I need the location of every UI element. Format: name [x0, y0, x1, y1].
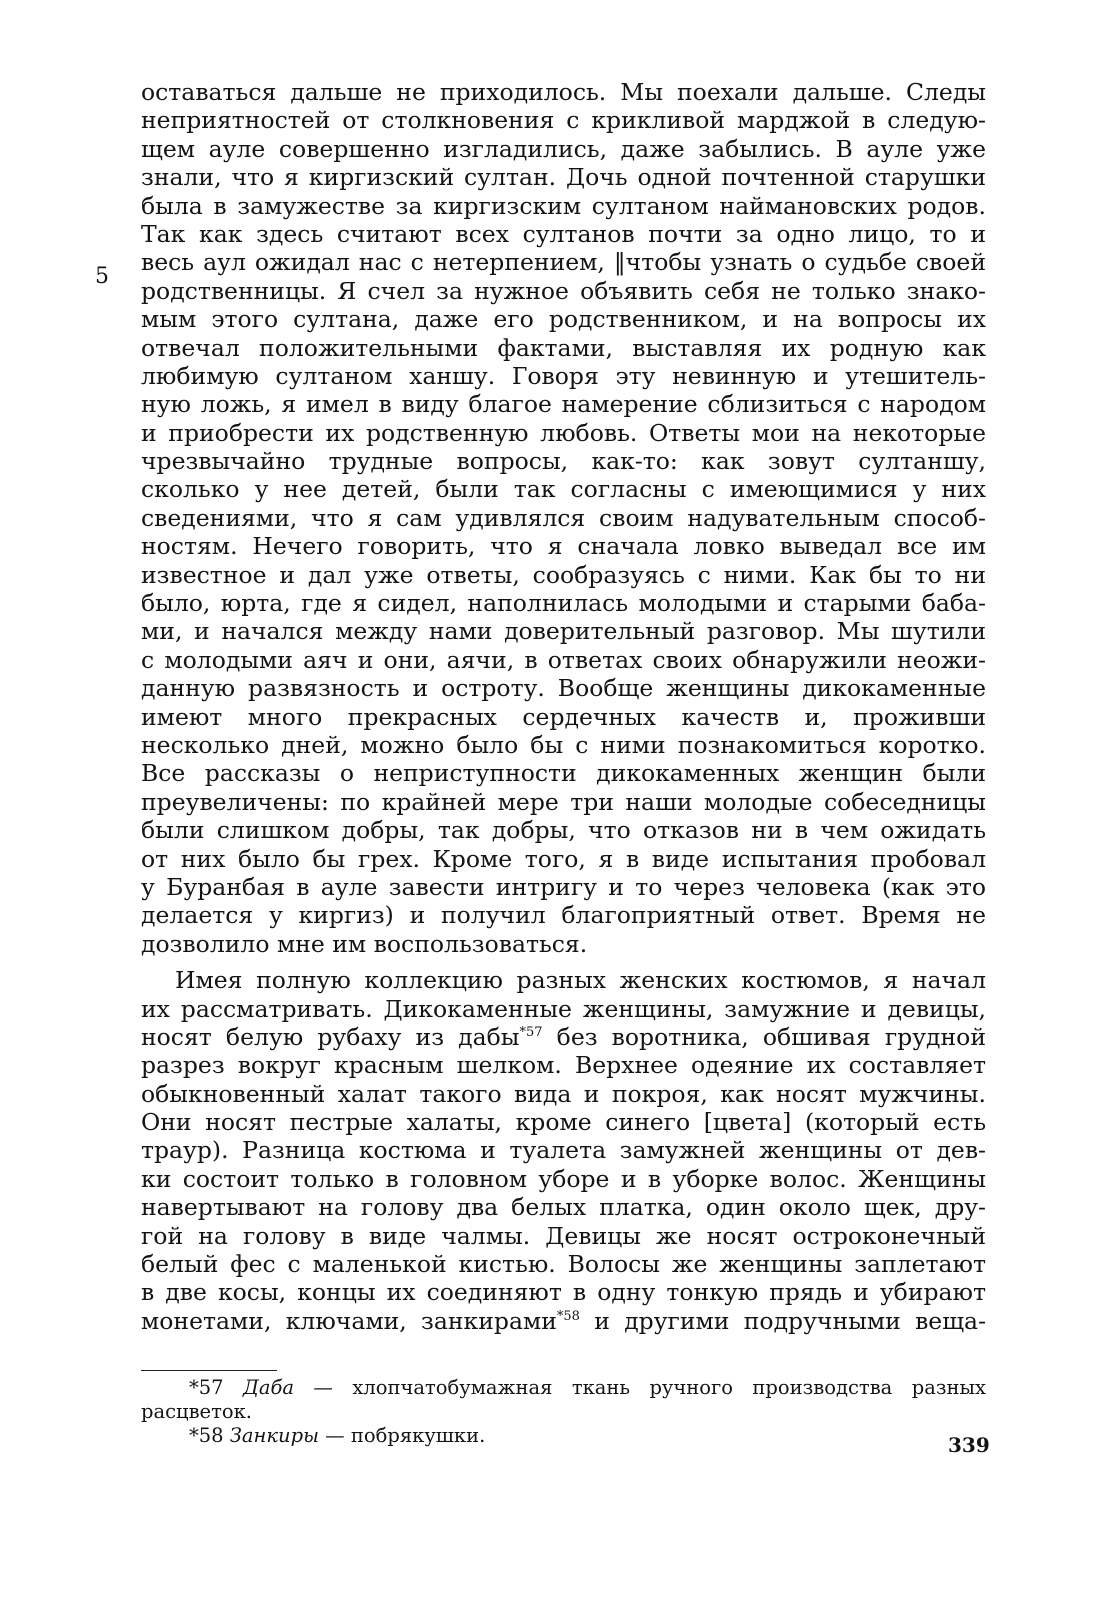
- text-line: имеют много прекрасных сердечных качеств и, проживши: [141, 702, 986, 731]
- text-line: навертывают на голову два белых платка, один около щек, дру-: [141, 1193, 986, 1222]
- text-line: Так как здесь считают всех султанов почти за одно лицо, то и: [141, 219, 986, 248]
- text-line: Имея полную коллекцию разных женских костюмов, я начал: [175, 966, 986, 995]
- footnote-57: [141, 1376, 986, 1400]
- footnote-mark: *57: [189, 1376, 224, 1399]
- text-line: данную развязность и остроту. Вообще женщины дикокаменные: [141, 674, 986, 703]
- text-fragment: монетами, ключами, занкирами: [141, 1306, 557, 1335]
- text-line: знали, что я киргизский султан. Дочь одной почтенной старушки: [141, 163, 986, 192]
- text-line: чрезвычайно трудные вопросы, как-то: как зовут султаншу,: [141, 447, 986, 476]
- text-line: весь аул ожидал нас с нетерпением, ‖чтобы узнать о судьбе своей: [141, 248, 986, 277]
- text-line: была в замужестве за киргизским султаном наймановских родов.: [141, 191, 986, 220]
- text-line: были слишком добры, так добры, что отказов ни в чем ожидать: [141, 816, 986, 845]
- text-line: от них было бы грех. Кроме того, я в виде испытания пробовал: [141, 844, 986, 873]
- footnote-ref-58: *58: [556, 1308, 580, 1324]
- paragraph-gap: [141, 958, 986, 966]
- text-line: с молодыми аяч и они, аячи, в ответах своих обнаружили неожи-: [141, 645, 986, 674]
- text-line: мым этого султана, даже его родственником, и на вопросы их: [141, 305, 986, 334]
- text-line: щем ауле совершенно изгладились, даже забылись. В ауле уже: [141, 134, 986, 163]
- text-line: Они носят пестрые халаты, кроме синего [цвета] (который есть: [141, 1108, 986, 1137]
- text-fragment: и другими подручными веща-: [579, 1306, 987, 1335]
- text-line: было, юрта, где я сидел, наполнилась молодыми и старыми баба-: [141, 589, 986, 618]
- footnote-mark: *58: [189, 1424, 224, 1447]
- paragraph-2: [141, 966, 986, 1335]
- text-line: гой на голову в виде чалмы. Девицы же носят остроконечный: [141, 1221, 986, 1250]
- page-number: 339: [948, 1433, 990, 1457]
- text-line: ную ложь, я имел в виду благое намерение сблизиться с народом: [141, 390, 986, 419]
- text-line: сведениями, что я сам удивлялся своим надувательным способ-: [141, 503, 986, 532]
- footnote-text: — побрякушки.: [318, 1424, 486, 1447]
- paragraph-1: [141, 78, 986, 958]
- footnote-58: [141, 1424, 986, 1448]
- text-line: [141, 1023, 986, 1051]
- main-text: [141, 78, 986, 1335]
- text-line: разрез вокруг красным шелком. Верхнее одеяние их составляет: [141, 1051, 986, 1080]
- footnote-term: Даба: [243, 1376, 295, 1399]
- text-fragment: носят белую рубаху из дабы: [141, 1022, 520, 1051]
- text-line: обыкновенный халат такого вида и покроя, как носят мужчины.: [141, 1079, 986, 1108]
- text-line: сколько у нее детей, были так согласны с имеющимися у них: [141, 475, 986, 504]
- text-line: отвечал положительными фактами, выставляя их родную как: [141, 333, 986, 362]
- text-line: преувеличены: по крайней мере три наши молодые собеседницы: [141, 787, 986, 816]
- text-line: несколько дней, можно было бы с ними познакомиться коротко.: [141, 730, 986, 759]
- footnote-divider: [141, 1370, 277, 1371]
- text-line: их рассматривать. Дикокаменные женщины, замужние и девицы,: [141, 994, 986, 1023]
- text-line: и приобрести их родственную любовь. Ответы мои на некоторые: [141, 418, 986, 447]
- text-line: у Буранбая в ауле завести интригу и то через человека (как это: [141, 872, 986, 901]
- text-line: [141, 1307, 986, 1335]
- text-line: белый фес с маленькой кистью. Волосы же женщины заплетают: [141, 1250, 986, 1279]
- footnote-term: Занкиры: [229, 1424, 319, 1447]
- text-fragment: без воротника, обшивая грудной: [542, 1022, 986, 1051]
- text-line: в две косы, концы их соединяют в одну тонкую прядь и убирают: [141, 1278, 986, 1307]
- footnote-text: — хлопчатобумажная ткань ручного производства разных: [294, 1376, 986, 1399]
- footnote-ref-57: *57: [519, 1025, 543, 1041]
- text-line: известное и дал уже ответы, сообразуясь с ними. Как бы то ни: [141, 560, 986, 589]
- margin-line-number: 5: [95, 264, 109, 289]
- footnotes: [141, 1376, 986, 1448]
- text-line: ностям. Нечего говорить, что я сначала ловко выведал все им: [141, 532, 986, 561]
- text-line: родственницы. Я счел за нужное объявить себя не только знако-: [141, 276, 986, 305]
- footnote-57-continuation: расцветок.: [141, 1400, 253, 1423]
- text-line: дозволило мне им воспользоваться.: [141, 929, 588, 958]
- text-line: оставаться дальше не приходилось. Мы поехали дальше. Следы: [141, 78, 986, 106]
- text-line: любимую султаном ханшу. Говоря эту невинную и утешитель-: [141, 361, 986, 390]
- text-line: траур). Разница костюма и туалета замужней женщины от дев-: [141, 1136, 986, 1165]
- text-line: неприятностей от столкновения с крикливой марджой в следую-: [141, 106, 986, 135]
- text-line: ки состоит только в головном уборе и в уборке волос. Женщины: [141, 1164, 986, 1193]
- text-line: делается у киргиз) и получил благоприятный ответ. Время не: [141, 901, 986, 930]
- text-line: Все рассказы о неприступности дикокаменных женщин были: [141, 759, 986, 788]
- text-line: ми, и начался между нами доверительный разговор. Мы шутили: [141, 617, 986, 646]
